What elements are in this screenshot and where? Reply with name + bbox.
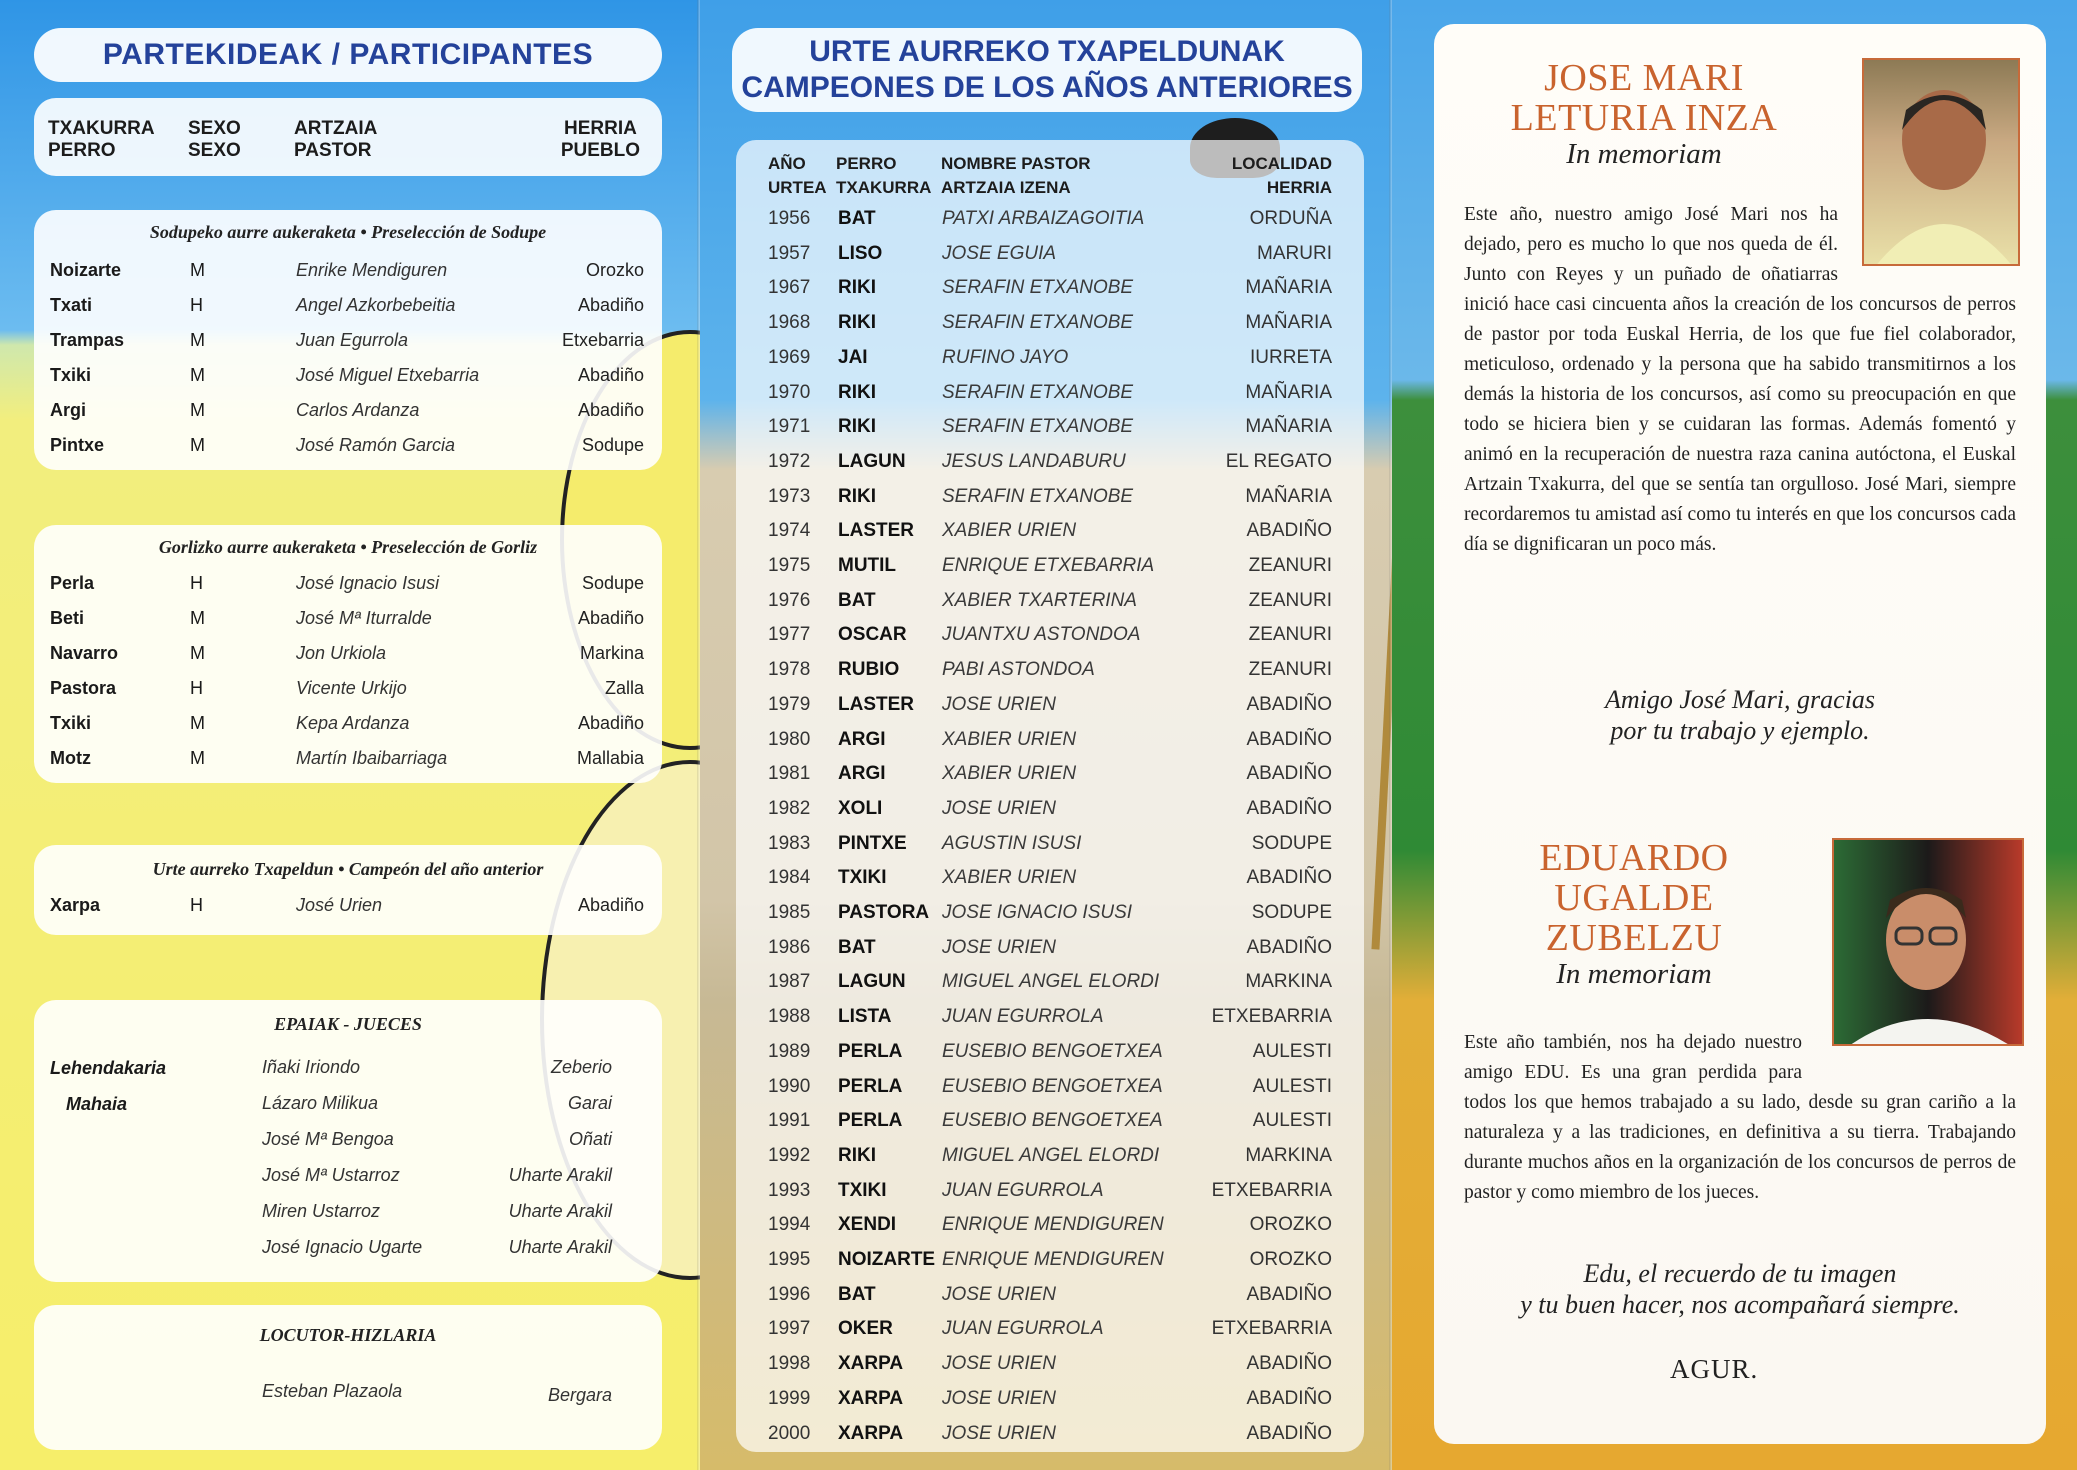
champion-year: 1985 (768, 902, 811, 923)
judge-row: Iñaki Iriondo Zeberio (262, 1057, 612, 1077)
champion-town: ABADIÑO (1246, 1387, 1332, 1409)
champion-year: 1972 (768, 450, 811, 472)
champion-row (736, 1076, 1364, 1110)
champion-town: MARKINA (1245, 971, 1332, 993)
participant-row: Motz M Martín Ibaibarriaga Mallabia (50, 748, 644, 768)
champion-row (736, 555, 1364, 589)
champion-town: ETXEBARRIA (1211, 1179, 1332, 1201)
champion-dog: XOLI (838, 797, 883, 819)
participant-row: Noizarte M Enrike Mendiguren Orozko (50, 260, 644, 280)
champion-row (736, 1180, 1364, 1214)
champion-row (736, 208, 1364, 242)
champion-dog: BAT (838, 936, 876, 958)
champion-year: 1983 (768, 832, 811, 854)
champion-dog: LISO (838, 242, 883, 264)
champion-pastor: ENRIQUE MENDIGUREN (942, 1214, 1164, 1236)
champion-row (736, 382, 1364, 416)
champion-dog: RIKI (838, 1144, 876, 1166)
champion-dog: RIKI (838, 416, 876, 438)
champion-year: 1971 (768, 416, 811, 438)
champion-pastor: RUFINO JAYO (942, 346, 1069, 368)
champion-year: 1980 (768, 728, 811, 750)
champion-dog: LASTER (838, 520, 914, 542)
participant-row: Txiki M José Miguel Etxebarria Abadiño (50, 365, 644, 385)
champion-row (736, 971, 1364, 1005)
champion-pastor: SERAFIN ETXANOBE (942, 277, 1134, 299)
champion-row (736, 1145, 1364, 1179)
champion-year: 1994 (768, 1214, 811, 1236)
group-title: Gorlizko aurre aukeraketa • Preselección de Gorliz (158, 537, 538, 557)
champion-row (736, 1388, 1364, 1422)
announcer-card (34, 1305, 662, 1450)
memoriam-subtitle-1: In memoriam (1566, 138, 1722, 170)
champion-pastor: XABIER URIEN (942, 520, 1077, 542)
champion-pastor: XABIER TXARTERINA (942, 589, 1137, 611)
champion-town: AULESTI (1252, 1110, 1332, 1132)
champion-pastor: PABI ASTONDOA (942, 659, 1095, 681)
panel-label: Mahaia (66, 1094, 128, 1114)
champion-year: 1991 (768, 1110, 811, 1132)
champion-town: ABADIÑO (1246, 1283, 1332, 1305)
champion-town: MAÑARIA (1245, 312, 1332, 334)
champion-dog: JAI (838, 346, 868, 368)
header-sex: SEXO SEXO (188, 118, 241, 161)
champion-dog: RIKI (838, 277, 876, 299)
champion-pastor: JUAN EGURROLA (942, 1006, 1104, 1028)
champion-dog: BAT (838, 208, 876, 229)
champion-town: ZEANURI (1248, 555, 1332, 576)
champion-row (736, 1041, 1364, 1075)
champion-row (736, 937, 1364, 971)
champion-row (736, 451, 1364, 485)
champion-pastor: JOSE URIEN (942, 1283, 1057, 1305)
champion-dog: XENDI (838, 1214, 897, 1236)
champion-year: 1986 (768, 936, 811, 958)
champion-year: 1979 (768, 693, 811, 715)
gorliz-group (34, 525, 662, 783)
announcer-town: Bergara (547, 1385, 612, 1405)
header-dog: PERRO TXAKURRA (836, 154, 932, 197)
header-town: LOCALIDAD HERRIA (1231, 154, 1332, 197)
champion-dog: RUBIO (838, 659, 900, 681)
champion-pastor: JUANTXU ASTONDOA (942, 624, 1141, 646)
judge-row: Lázaro Milikua Garai (262, 1093, 612, 1113)
champion-town: ZEANURI (1248, 659, 1332, 681)
portrait-photo-2 (1832, 838, 2024, 1046)
memoriam-name-1: JOSE MARI LETURIA INZA (1510, 57, 1778, 139)
header-year: AÑO URTEA (768, 154, 827, 197)
champion-row (736, 867, 1364, 901)
header-pastor: NOMBRE PASTOR ARTZAIA IZENA (941, 154, 1091, 197)
champion-pastor: JOSE URIEN (942, 1422, 1057, 1444)
champion-pastor: JOSE URIEN (942, 797, 1057, 819)
champion-dog: ARGI (838, 728, 886, 750)
group-title: Sodupeko aurre aukeraketa • Preselección de Sodupe (149, 222, 547, 242)
champion-row (736, 1423, 1364, 1457)
champion-year: 1989 (768, 1040, 811, 1062)
champion-town: ABADIÑO (1246, 520, 1332, 542)
champion-town: EL REGATO (1225, 450, 1332, 472)
champion-pastor: JOSE URIEN (942, 936, 1057, 958)
announcer-name: Esteban Plazaola (262, 1381, 403, 1401)
champion-year: 1988 (768, 1006, 811, 1028)
champion-town: ZEANURI (1248, 589, 1332, 611)
champion-pastor: XABIER URIEN (942, 867, 1077, 889)
champion-town: SODUPE (1251, 902, 1332, 923)
champion-pastor: MIGUEL ANGEL ELORDI (942, 1144, 1160, 1166)
champion-dog: ARGI (838, 763, 886, 785)
champion-dog: PASTORA (838, 902, 930, 923)
champions-panel (700, 0, 1392, 1470)
champion-row (736, 312, 1364, 346)
president-label: Lehendakaria (50, 1058, 167, 1078)
champion-row (736, 520, 1364, 554)
champion-town: ETXEBARRIA (1211, 1318, 1332, 1340)
judge-row: Miren Ustarroz Uharte Arakil (262, 1201, 612, 1221)
champion-row (736, 590, 1364, 624)
champion-year: 1967 (768, 277, 811, 299)
header-dog: TXAKURRA PERRO (48, 118, 155, 161)
champion-town: OROZKO (1249, 1249, 1332, 1270)
champion-year: 1982 (768, 797, 811, 819)
champion-row (736, 694, 1364, 728)
champion-row (736, 1249, 1364, 1283)
champion-row (736, 659, 1364, 693)
champion-town: ORDUÑA (1249, 208, 1332, 229)
champion-pastor: JOSE URIEN (942, 1387, 1057, 1409)
champion-dog: TXIKI (838, 1179, 887, 1201)
header-pastor: ARTZAIA PASTOR (294, 118, 378, 161)
champion-year: 1968 (768, 312, 811, 334)
champion-town: ETXEBARRIA (1211, 1006, 1332, 1028)
champion-town: ZEANURI (1248, 624, 1332, 646)
champion-pastor: JOSE URIEN (942, 1353, 1057, 1375)
champion-year: 1984 (768, 867, 811, 889)
champion-pastor: EUSEBIO BENGOETXEA (942, 1110, 1163, 1132)
champion-town: IURRETA (1250, 346, 1332, 368)
champion-row (736, 347, 1364, 381)
champion-town: ABADIÑO (1246, 1422, 1332, 1444)
participant-row: Argi M Carlos Ardanza Abadiño (50, 400, 644, 420)
champion-town: ABADIÑO (1246, 867, 1332, 889)
champion-year: 1974 (768, 520, 811, 542)
champion-row (736, 902, 1364, 936)
participant-row: Pastora H Vicente Urkijo Zalla (50, 678, 644, 698)
champion-year: 1957 (768, 242, 811, 264)
judge-row: José Mª Ustarroz Uharte Arakil (262, 1165, 612, 1185)
champion-town: ABADIÑO (1246, 693, 1332, 715)
champion-pastor: PATXI ARBAIZAGOITIA (942, 208, 1145, 229)
champion-dog: BAT (838, 1283, 876, 1305)
champion-year: 1976 (768, 589, 811, 611)
champion-row (736, 1214, 1364, 1248)
champion-pastor: XABIER URIEN (942, 763, 1077, 785)
champion-year: 1995 (768, 1249, 811, 1270)
champion-dog: RIKI (838, 485, 876, 507)
champion-year: 1978 (768, 659, 811, 681)
champion-pastor: MIGUEL ANGEL ELORDI (942, 971, 1160, 993)
champion-dog: PINTXE (838, 832, 907, 854)
champion-pastor: AGUSTIN ISUSI (942, 832, 1082, 854)
champion-pastor: SERAFIN ETXANOBE (942, 381, 1134, 403)
champion-year: 1975 (768, 555, 811, 576)
photo-spacer (1838, 200, 2016, 290)
champion-pastor: ENRIQUE ETXEBARRIA (942, 555, 1155, 576)
champion-dog: PERLA (838, 1075, 903, 1097)
champion-dog: RIKI (838, 381, 876, 403)
champion-year: 1993 (768, 1179, 811, 1201)
champion-dog: XARPA (838, 1353, 904, 1375)
participant-row: Trampas M Juan Egurrola Etxebarria (50, 330, 644, 350)
participant-row: Xarpa H José Urien Abadiño (50, 895, 644, 915)
champion-dog: LISTA (838, 1006, 892, 1028)
participant-row: Txiki M Kepa Ardanza Abadiño (50, 713, 644, 733)
champion-row (736, 729, 1364, 763)
champion-dog: OSCAR (838, 624, 907, 646)
champion-row (736, 1006, 1364, 1040)
champion-dog: XARPA (838, 1422, 904, 1444)
champion-pastor: JOSE IGNACIO ISUSI (942, 902, 1133, 923)
portrait-icon (1834, 840, 2024, 1046)
champion-pastor: JUAN EGURROLA (942, 1318, 1104, 1340)
champion-dog: NOIZARTE (838, 1249, 936, 1270)
champion-row (736, 624, 1364, 658)
champion-dog: PERLA (838, 1040, 903, 1062)
memoriam-quote-1: Amigo José Mari, gracias por tu trabajo y ejemplo. (1604, 685, 1876, 745)
memoriam-subtitle-2: In memoriam (1556, 958, 1712, 990)
champion-town: ABADIÑO (1246, 936, 1332, 958)
champion-pastor: ENRIQUE MENDIGUREN (942, 1249, 1164, 1270)
champion-town: AULESTI (1252, 1075, 1332, 1097)
champion-row (736, 277, 1364, 311)
champion-year: 1977 (768, 624, 811, 646)
participant-row: Pintxe M José Ramón Garcia Sodupe (50, 435, 644, 455)
previous-champion-group (34, 845, 662, 935)
champion-pastor: EUSEBIO BENGOETXEA (942, 1075, 1163, 1097)
champion-town: ABADIÑO (1246, 797, 1332, 819)
champion-town: SODUPE (1251, 832, 1332, 854)
champions-table (736, 140, 1364, 1452)
champion-row (736, 1284, 1364, 1318)
judges-card (34, 1000, 662, 1282)
champion-year: 1999 (768, 1387, 811, 1409)
champion-year: 1996 (768, 1283, 811, 1305)
memoriam-panel (1392, 0, 2077, 1470)
champion-pastor: SERAFIN ETXANOBE (942, 312, 1134, 334)
champion-town: MAÑARIA (1245, 485, 1332, 507)
memoriam-name-2: EDUARDO UGALDE ZUBELZU (1539, 837, 1729, 959)
champion-year: 2000 (768, 1422, 811, 1444)
participant-row: Navarro M Jon Urkiola Markina (50, 643, 644, 663)
champion-town: ABADIÑO (1246, 728, 1332, 750)
champion-row (736, 1318, 1364, 1352)
judge-row: José Mª Bengoa Oñati (262, 1129, 612, 1149)
champion-pastor: JOSE EGUIA (942, 242, 1057, 264)
champion-pastor: EUSEBIO BENGOETXEA (942, 1040, 1163, 1062)
memoriam-card (1434, 24, 2046, 1444)
champion-year: 1973 (768, 485, 811, 507)
champion-town: AULESTI (1252, 1040, 1332, 1062)
champion-pastor: JUAN EGURROLA (942, 1179, 1104, 1201)
champion-dog: LAGUN (838, 971, 906, 993)
champion-dog: LASTER (838, 693, 914, 715)
champion-year: 1969 (768, 346, 811, 368)
champion-dog: LAGUN (838, 450, 906, 472)
group-title: Urte aurreko Txapeldun • Campeón del año anterior (152, 859, 544, 879)
photo-spacer (1802, 1028, 2016, 1088)
champion-town: MARURI (1257, 242, 1332, 264)
champion-dog: PERLA (838, 1110, 903, 1132)
champion-pastor: XABIER URIEN (942, 728, 1077, 750)
champion-row (736, 243, 1364, 277)
champion-year: 1987 (768, 971, 811, 993)
memoriam-quote-2: Edu, el recuerdo de tu imagen y tu buen hacer, nos acompañará siempre. (1520, 1259, 1960, 1319)
champion-dog: XARPA (838, 1387, 904, 1409)
champion-dog: BAT (838, 589, 876, 611)
champion-pastor: SERAFIN ETXANOBE (942, 485, 1134, 507)
champion-year: 1970 (768, 381, 811, 403)
participants-header (34, 98, 662, 176)
champion-town: MAÑARIA (1245, 277, 1332, 299)
champion-year: 1998 (768, 1353, 811, 1375)
champion-row (736, 486, 1364, 520)
champion-year: 1990 (768, 1075, 811, 1097)
champion-row (736, 416, 1364, 450)
participants-title: PARTEKIDEAK / PARTICIPANTES (34, 28, 662, 82)
participant-row: Beti M José Mª Iturralde Abadiño (50, 608, 644, 628)
champion-year: 1981 (768, 763, 811, 785)
champion-dog: OKER (838, 1318, 893, 1340)
champion-year: 1956 (768, 208, 811, 229)
champion-town: OROZKO (1249, 1214, 1332, 1236)
champion-town: ABADIÑO (1246, 763, 1332, 785)
champion-pastor: JESUS LANDABURU (942, 450, 1126, 472)
champion-dog: MUTIL (838, 555, 897, 576)
champion-row (736, 1353, 1364, 1387)
champion-town: MAÑARIA (1245, 381, 1332, 403)
champion-row (736, 833, 1364, 867)
champion-dog: TXIKI (838, 867, 887, 889)
champion-pastor: SERAFIN ETXANOBE (942, 416, 1134, 438)
sodupe-group (34, 210, 662, 470)
memoriam-body-2: Este año también, nos ha dejado nuestro amigo EDU. Es una gran perdida para todos los que hemos trabajado a su lado, desde su gran cariño a la naturaleza y a las tradiciones, en definitiva a su tierra. Trabajando durante muchos años en la organización de los concursos de perros de pastor y como miembro de los jueces. (1464, 1028, 2016, 1208)
champions-title: URTE AURREKO TXAPELDUNAK CAMPEONES DE LOS AÑOS ANTERIORES (732, 28, 1362, 112)
participant-row: Perla H José Ignacio Isusi Sodupe (50, 573, 644, 593)
champion-year: 1997 (768, 1318, 811, 1340)
champion-row (736, 798, 1364, 832)
champion-town: MAÑARIA (1245, 416, 1332, 438)
closing-text: AGUR. (1670, 1354, 1759, 1384)
announcer-title: LOCUTOR-HIZLARIA (259, 1325, 437, 1345)
header-town: HERRIA PUEBLO (560, 118, 640, 161)
participants-panel (0, 0, 700, 1470)
champion-pastor: JOSE URIEN (942, 693, 1057, 715)
memoriam-body-1: Este año, nuestro amigo José Mari nos ha dejado, pero es mucho lo que nos queda de él. Junto con Reyes y un puñado de oñatiarras inició hace casi cincuenta años la creación de los concursos de perros de pastor por toda Euskal Herria, de los que fue fiel colaborador, meticuloso, ordenado y la persona que ha sabido transmitirnos a los demás la historia de los concursos, así como su preocupación en que todo se hiciera bien y se cuidaran las formas. Además fomentó y animó en la recuperación de nuestra raza canina autóctona, el Euskal Artzain Txakurra, del que se sentía tan orgulloso. José Mari, siempre recordaremos tu amistad así como tu interés en que los concursos cada día se dignificaran un poco más. (1464, 200, 2016, 560)
champion-town: MARKINA (1245, 1144, 1332, 1166)
champion-row (736, 1110, 1364, 1144)
champion-year: 1992 (768, 1144, 811, 1166)
judge-row: José Ignacio Ugarte Uharte Arakil (262, 1237, 612, 1257)
champion-dog: RIKI (838, 312, 876, 334)
champion-town: ABADIÑO (1246, 1353, 1332, 1375)
judges-title: EPAIAK - JUECES (274, 1014, 422, 1034)
champion-row (736, 763, 1364, 797)
participant-row: Txati H Angel Azkorbebeitia Abadiño (50, 295, 644, 315)
